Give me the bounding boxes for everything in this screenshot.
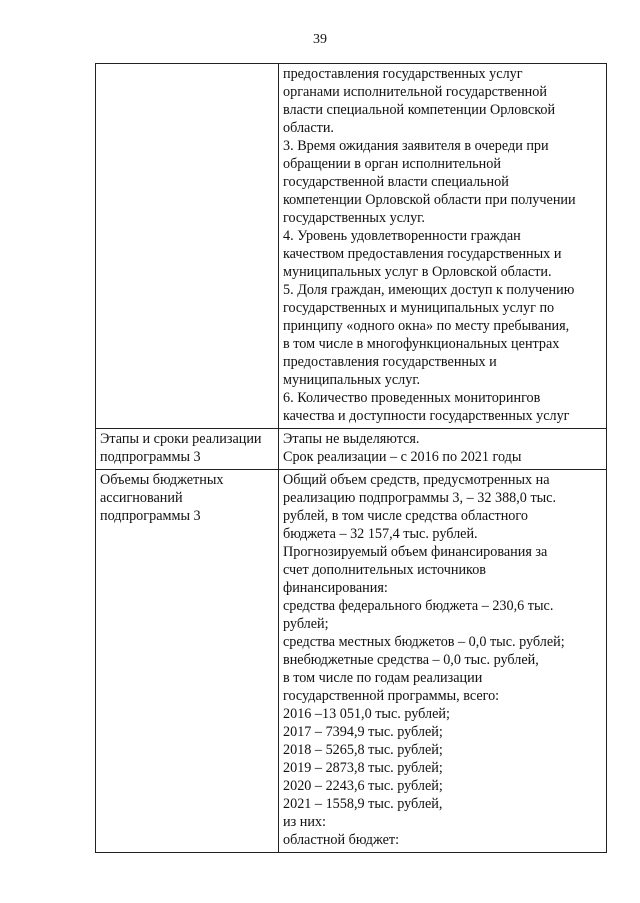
table-row [96, 429, 607, 470]
passport-table [95, 63, 607, 853]
table-row [96, 64, 607, 429]
table-row [96, 470, 607, 853]
row-content-cell [279, 429, 607, 470]
content-line: 6. Количество проведенных мониторингов [283, 390, 541, 406]
content-line: 2020 – 2243,6 тыс. рублей; [283, 778, 443, 794]
content-line: в том числе в многофункциональных центрах [283, 336, 560, 352]
label-line: подпрограммы 3 [100, 449, 201, 465]
content-line: органами исполнительной государственной [283, 84, 547, 100]
content-line: внебюджетные средства – 0,0 тыс. рублей, [283, 652, 539, 668]
content-line: качества и доступности государственных услуг [283, 408, 570, 424]
table-body [96, 64, 607, 853]
row-label-cell [96, 64, 279, 429]
content-line: власти специальной компетенции Орловской [283, 102, 556, 118]
content-line: 5. Доля граждан, имеющих доступ к получению [283, 282, 575, 298]
content-line: обращении в орган исполнительной [283, 156, 501, 172]
row-label-cell [96, 470, 279, 853]
content-line: предоставления государственных услуг [283, 66, 523, 82]
content-line: государственной программы, всего: [283, 688, 500, 704]
content-line: рублей; [283, 616, 329, 632]
content-line: 3. Время ожидания заявителя в очереди при [283, 138, 549, 154]
row-content-cell [279, 64, 607, 429]
content-line: 2017 – 7394,9 тыс. рублей; [283, 724, 443, 740]
content-line: муниципальных услуг в Орловской области. [283, 264, 552, 280]
content-line: принципу «одного окна» по месту пребывания, [283, 318, 570, 334]
content-line: 2018 – 5265,8 тыс. рублей; [283, 742, 443, 758]
content-line: средства федерального бюджета – 230,6 тыс. [283, 598, 554, 614]
content-line: областной бюджет: [283, 832, 400, 848]
content-line: средства местных бюджетов – 0,0 тыс. рублей; [283, 634, 565, 650]
content-line: Общий объем средств, предусмотренных на [283, 472, 550, 488]
content-line: 2016 –13 051,0 тыс. рублей; [283, 706, 450, 722]
content-line: 4. Уровень удовлетворенности граждан [283, 228, 521, 244]
content-line: Прогнозируемый объем финансирования за [283, 544, 548, 560]
label-line: ассигнований [100, 490, 183, 506]
row-label-cell [96, 429, 279, 470]
content-line: рублей, в том числе средства областного [283, 508, 528, 524]
content-line: 2021 – 1558,9 тыс. рублей, [283, 796, 443, 812]
content-line: области. [283, 120, 334, 136]
content-line: счет дополнительных источников [283, 562, 486, 578]
content-line: государственной власти специальной [283, 174, 509, 190]
label-line: подпрограммы 3 [100, 508, 201, 524]
content-line: компетенции Орловской области при получении [283, 192, 576, 208]
content-line: государственных услуг. [283, 210, 425, 226]
content-line: в том числе по годам реализации [283, 670, 483, 686]
content-line: 2019 – 2873,8 тыс. рублей; [283, 760, 443, 776]
content-line: Этапы не выделяются. [283, 431, 420, 447]
label-line: Этапы и сроки реализации [100, 431, 262, 447]
row-content-cell [279, 470, 607, 853]
content-line: муниципальных услуг. [283, 372, 421, 388]
content-line: государственных и муниципальных услуг по [283, 300, 555, 316]
content-line: из них: [283, 814, 326, 830]
content-line: финансирования: [283, 580, 388, 596]
content-line: бюджета – 32 157,4 тыс. рублей. [283, 526, 478, 542]
content-line: Срок реализации – с 2016 по 2021 годы [283, 449, 522, 465]
content-line: предоставления государственных и [283, 354, 497, 370]
content-line: реализацию подпрограммы 3, – 32 388,0 тыс. [283, 490, 557, 506]
page-number: 39 [313, 32, 327, 47]
content-line: качеством предоставления государственных и [283, 246, 562, 262]
label-line: Объемы бюджетных [100, 472, 224, 488]
